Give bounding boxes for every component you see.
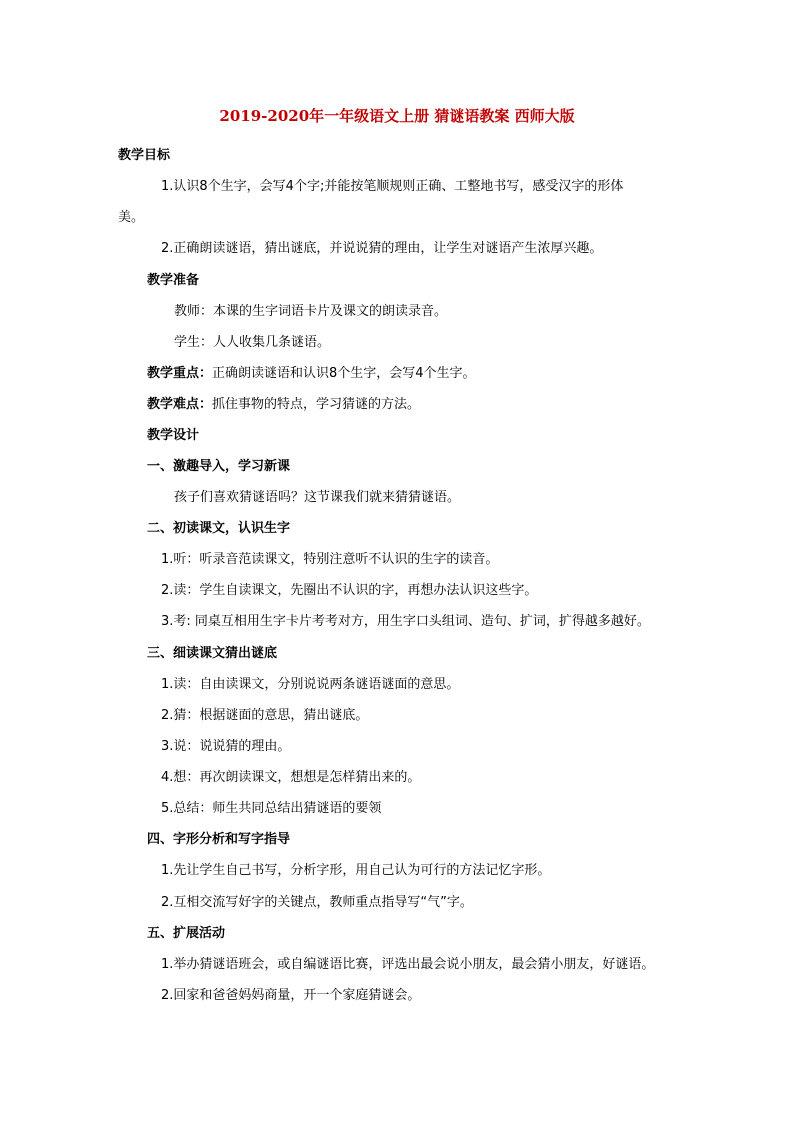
part3-heading: 三、细读课文猜出谜底 [147, 646, 278, 661]
key-points-text: 正确朗读谜语和认识8个生字，会写4个生字。 [212, 366, 476, 381]
list-item: 1.听：听录音范读课文，特别注意听不认识的生字的读音。 [161, 552, 499, 567]
list-item: 2.互相交流写好字的关键点，教师重点指导写“气”字。 [161, 895, 473, 910]
difficulties [147, 395, 420, 415]
part4-heading: 四、字形分析和写字指导 [147, 832, 291, 847]
list-item: 4.想：再次朗读课文，想想是怎样猜出来的。 [161, 770, 421, 785]
list-item: 5.总结：师生共同总结出猜谜语的要领 [161, 801, 382, 816]
objective-1-continued: 美。 [118, 210, 145, 225]
key-points-label: 教学重点： [147, 366, 213, 381]
key-points [147, 364, 476, 384]
objective-1: 1.认识8个生字，会写4个字;并能按笔顺规则正确、工整地书写，感受汉字的形体 [161, 179, 624, 194]
list-item: 3.说：说说猜的理由。 [161, 739, 291, 754]
list-item: 1.读：自由读课文，分别说说两条谜语谜面的意思。 [161, 677, 460, 692]
list-item: 2.猜：根据谜面的意思，猜出谜底。 [161, 708, 369, 723]
part2-heading: 二、初读课文，认识生字 [147, 521, 291, 536]
part5-heading: 五、扩展活动 [147, 926, 226, 941]
list-item: 2.读：学生自读课文，先圈出不认识的字，再想办法认识这些字。 [161, 583, 538, 598]
part1-heading: 一、激趣导入，学习新课 [147, 459, 291, 474]
list-item: 1.先让学生自己书写，分析字形，用自己认为可行的方法记忆字形。 [161, 863, 551, 878]
objective-2: 2.正确朗读谜语，猜出谜底，并说说猜的理由，让学生对谜语产生浓厚兴趣。 [161, 241, 603, 256]
preparation-heading: 教学准备 [147, 273, 200, 288]
list-item: 3.考: 同桌互相用生字卡片考考对方，用生字口头组词、造句、扩词，扩得越多越好。 [161, 614, 650, 629]
design-heading: 教学设计 [147, 428, 200, 443]
preparation-student: 学生：人人收集几条谜语。 [174, 335, 331, 350]
difficulties-label: 教学难点： [147, 397, 213, 412]
list-item: 1.举办猜谜语班会，或自编谜语比赛，评选出最会说小朋友，最会猜小朋友，好谜语。 [161, 957, 655, 972]
list-item: 2.回家和爸爸妈妈商量，开一个家庭猜谜会。 [161, 988, 421, 1003]
difficulties-text: 抓住事物的特点，学习猜谜的方法。 [212, 397, 421, 412]
page-title: 2019-2020年一年级语文上册 猜谜语教案 西师大版 [219, 107, 575, 125]
preparation-teacher: 教师：本课的生字词语卡片及课文的朗读录音。 [174, 304, 448, 319]
part1-text: 孩子们喜欢猜谜语吗？这节课我们就来猜猜谜语。 [174, 490, 461, 505]
objectives-heading: 教学目标 [118, 148, 171, 163]
